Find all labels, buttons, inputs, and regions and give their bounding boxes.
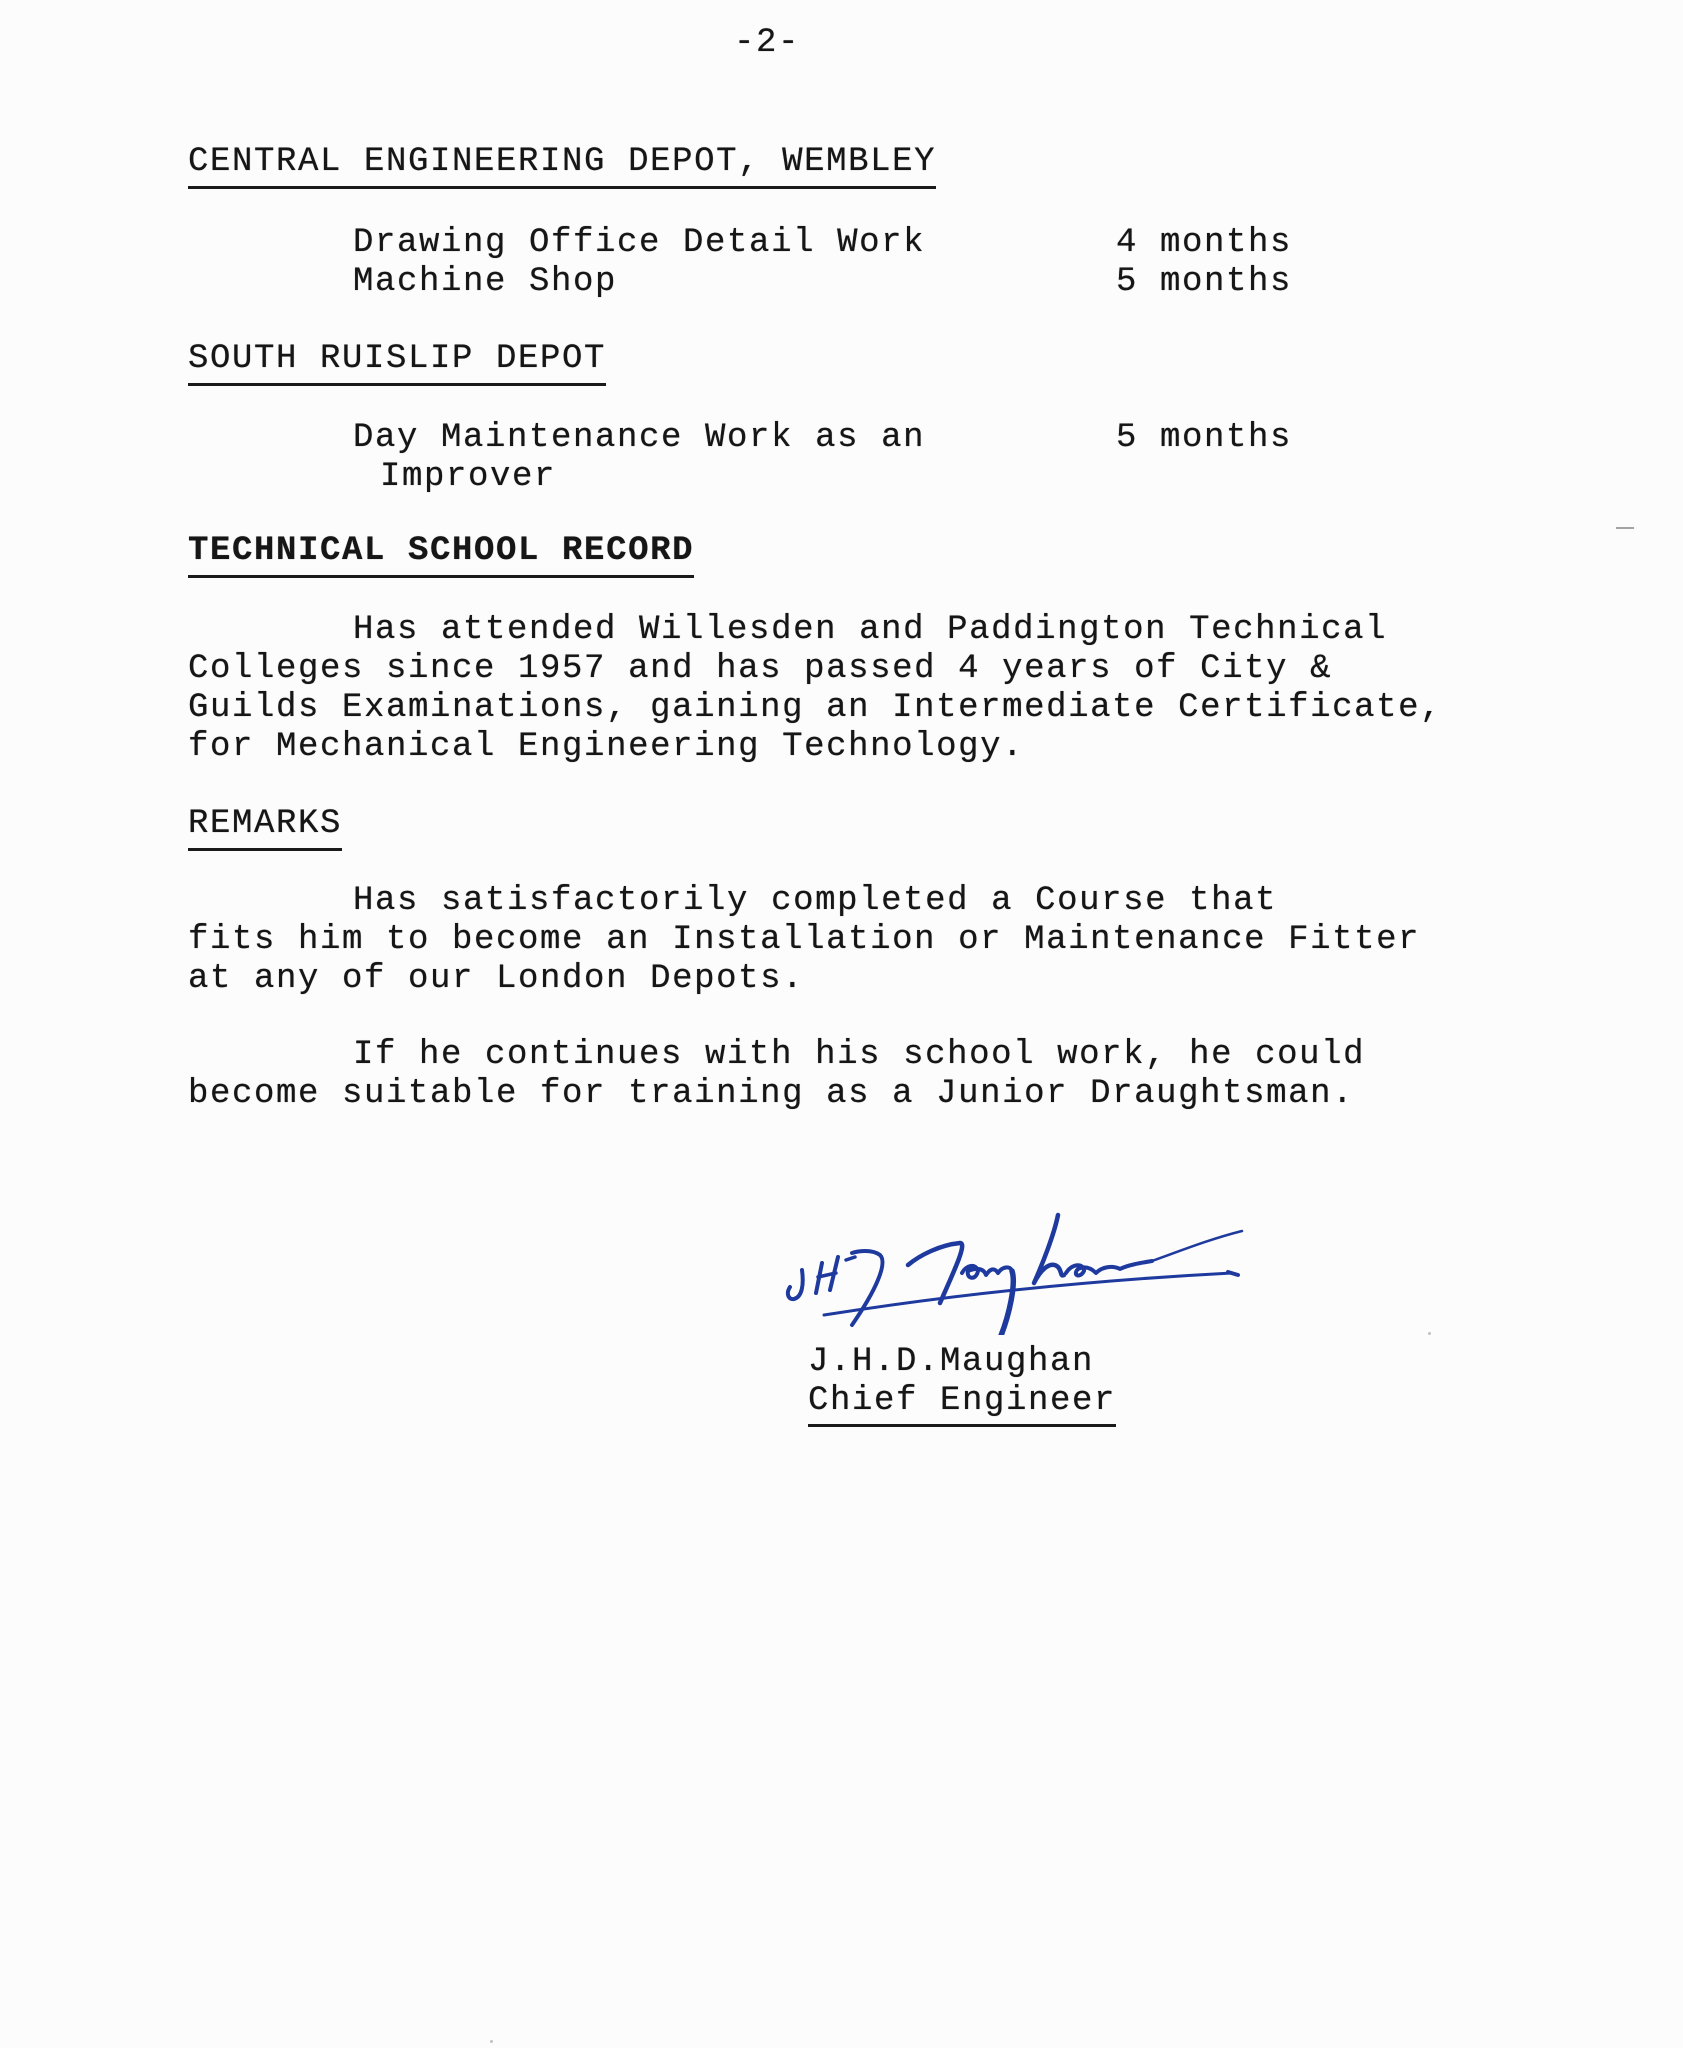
section-heading-technical-school-record: TECHNICAL SCHOOL RECORD [188,532,694,578]
scan-speck [1428,1332,1431,1335]
signatory-name: J.H.D.Maughan [808,1343,1095,1381]
paragraph-line: Guilds Examinations, gaining an Intermediate Certificate, [188,689,1443,727]
paragraph-line: become suitable for training as a Junior Draughtsman. [188,1075,1355,1113]
page-number: -2- [734,24,801,62]
paragraph-line: Colleges since 1957 and has passed 4 years of City & [188,650,1333,688]
paragraph-line: If he continues with his school work, he could [353,1036,1366,1074]
paragraph-line: for Mechanical Engineering Technology. [188,728,1025,766]
assignment-duration: 5 months [1116,419,1293,457]
assignment-duration: 5 months [1116,263,1293,301]
assignment-task-continuation: Improver [380,458,557,496]
signatory-title: Chief Engineer [808,1382,1116,1427]
paragraph-line: Has attended Willesden and Paddington Technical [353,611,1388,649]
section-heading-central-engineering-depot: CENTRAL ENGINEERING DEPOT, WEMBLEY [188,143,936,189]
paragraph-line: Has satisfactorily completed a Course that [353,882,1278,920]
paragraph-line: at any of our London Depots. [188,960,805,998]
paragraph-line: fits him to become an Installation or Maintenance Fitter [188,921,1421,959]
section-heading-remarks: REMARKS [188,805,342,851]
assignment-task: Machine Shop [353,263,618,301]
assignment-task: Day Maintenance Work as an [353,419,926,457]
margin-mark [1616,527,1634,529]
scan-speck [490,2040,493,2043]
assignment-duration: 4 months [1116,224,1293,262]
section-heading-south-ruislip-depot: SOUTH RUISLIP DEPOT [188,340,606,386]
assignment-task: Drawing Office Detail Work [353,224,926,262]
handwritten-signature [780,1175,1260,1335]
